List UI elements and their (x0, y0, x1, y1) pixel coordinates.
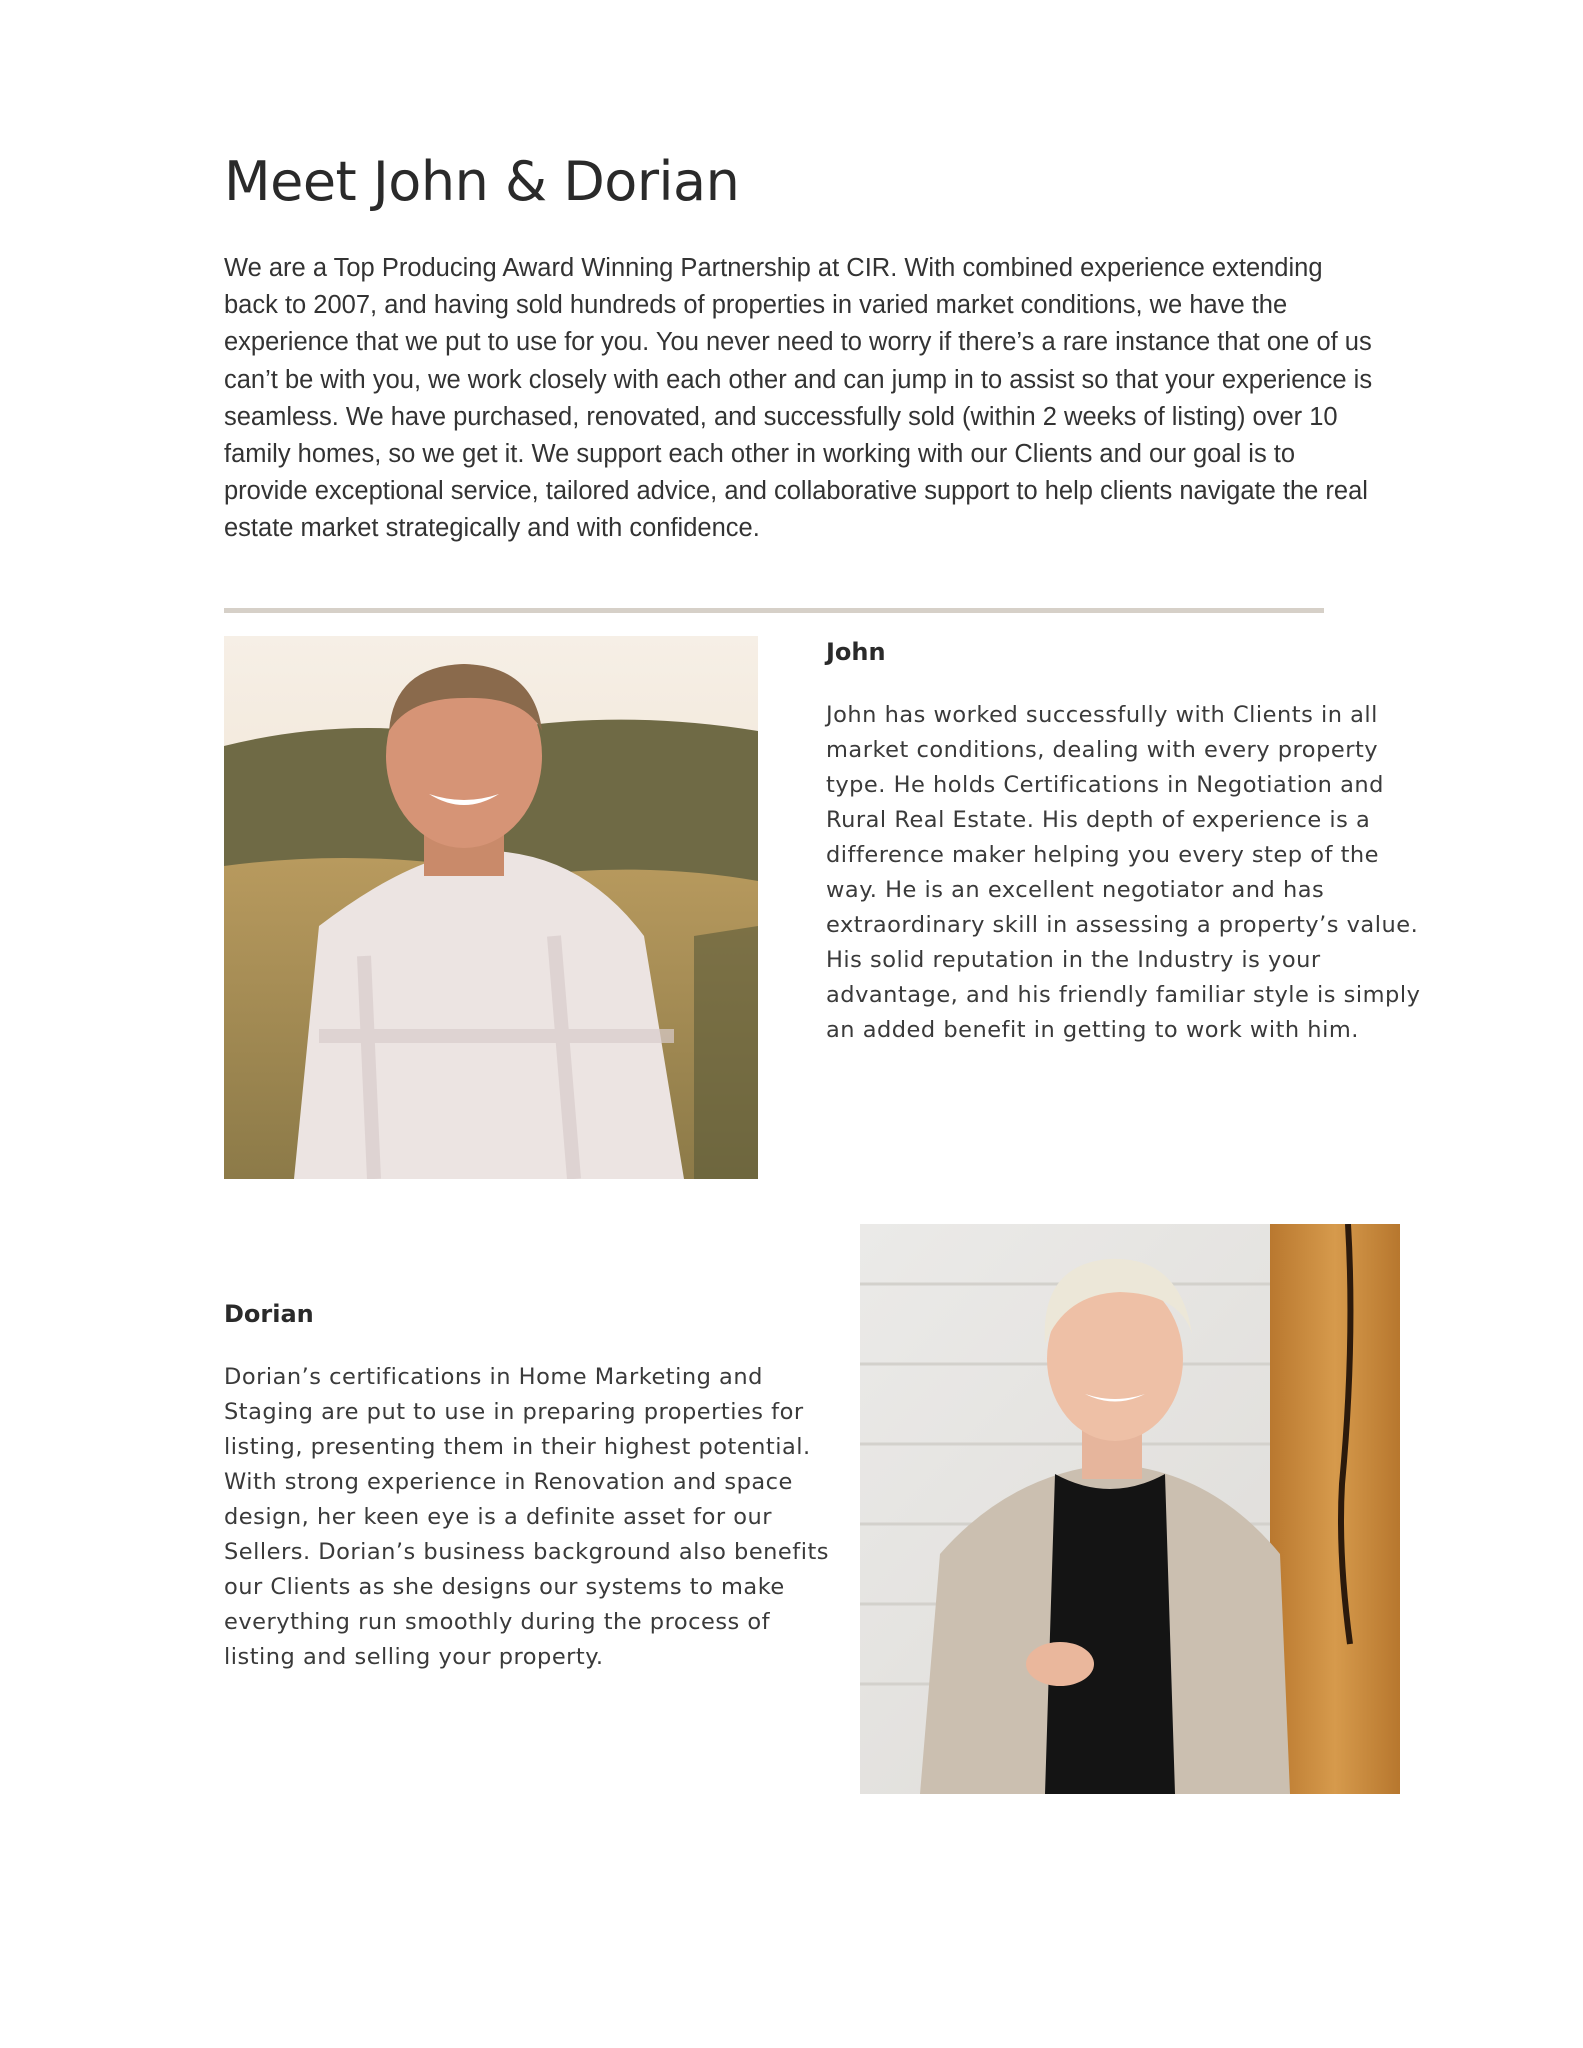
dorian-name: Dorian (224, 1300, 314, 1328)
dorian-bio: Dorian’s certifications in Home Marketing and Staging are put to use in preparing properties for listing, presenting them in their highest potential. With strong experience in Renovation and space design, her keen eye is a definite asset for our Sellers. Dorian’s business background also benefits our Clients as she designs our systems to make everything run smoothly during the process of listing and selling your property. (224, 1364, 829, 1670)
section-divider (224, 608, 1324, 613)
john-name: John (826, 638, 886, 666)
dorian-photo (860, 1224, 1400, 1794)
page-title: Meet John & Dorian (224, 150, 740, 213)
john-photo (224, 636, 758, 1179)
john-bio: John has worked successfully with Clients in all market conditions, dealing with every property type. He holds Certifications in Negotiation and Rural Real Estate. His depth of experience is a difference maker helping you every step of the way. He is an excellent negotiator and has extraordinary skill in assessing a property’s value. His solid reputation in the Industry is your advantage, and his friendly familiar style is simply an added benefit in getting to work with him. (826, 702, 1421, 1043)
intro-paragraph: We are a Top Producing Award Winning Partnership at CIR. With combined experience extending back to 2007, and having sold hundreds of properties in varied market conditions, we have the experience that we put to use for you. You never need to worry if there’s a rare instance that one of us can’t be with you, we work closely with each other and can jump in to assist so that your experience is seamless. We have purchased, renovated, and successfully sold (within 2 weeks of listing) over 10 family homes, so we get it. We support each other in working with our Clients and our goal is to provide exceptional service, tailored advice, and collaborative support to help clients navigate the real estate market strategically and with confidence. (224, 254, 1373, 543)
